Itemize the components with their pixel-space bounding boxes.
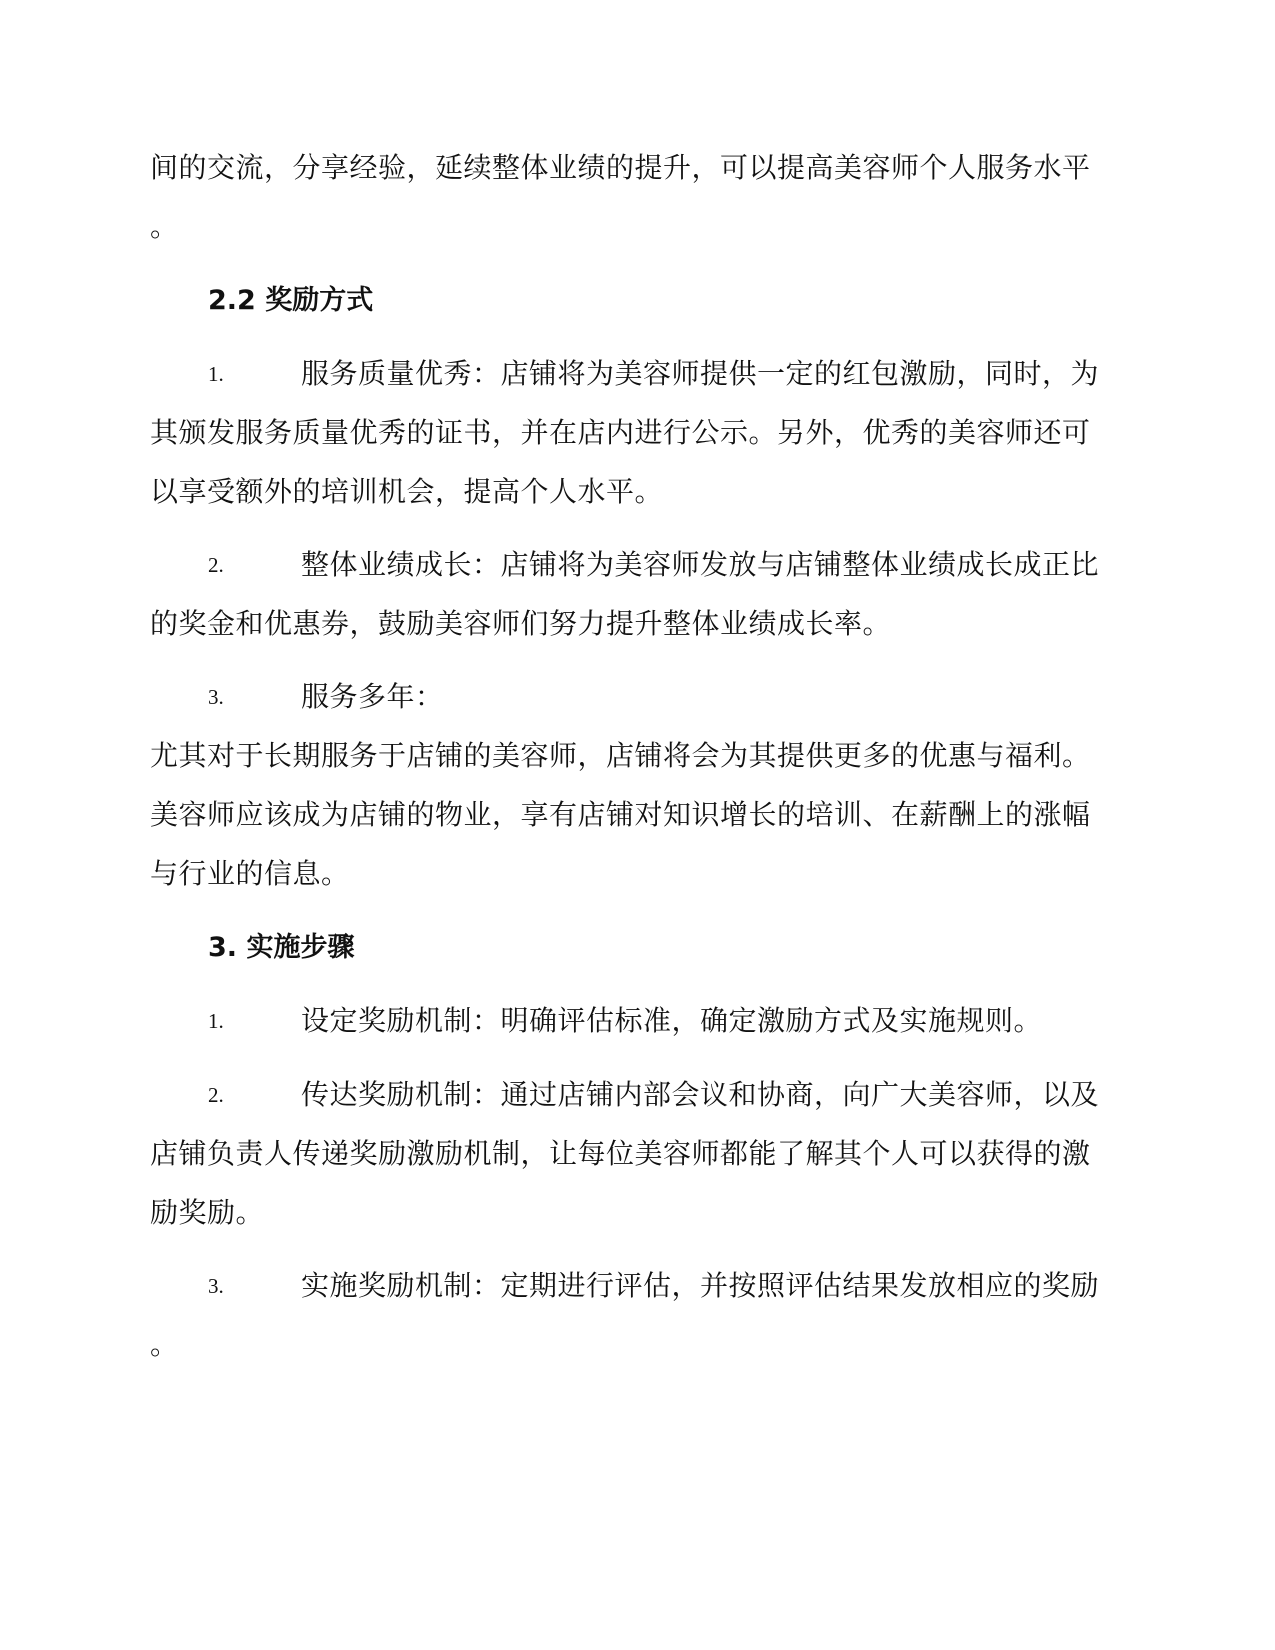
paragraph-line: 尤其对于长期服务于店铺的美容师，店铺将会为其提供更多的优惠与福利。: [150, 739, 1091, 772]
section-heading: 3. 实施步骤: [208, 932, 355, 963]
paragraph-line: 。: [150, 210, 179, 243]
list-item-number: 3.: [208, 1274, 224, 1298]
list-item-text: 设定奖励机制：明确评估标准，确定激励方式及实施规则。: [301, 1004, 1043, 1037]
list-item-text: 服务质量优秀：店铺将为美容师提供一定的红包激励，同时，为: [301, 357, 1100, 390]
list-item-text: 整体业绩成长：店铺将为美容师发放与店铺整体业绩成长成正比: [301, 548, 1100, 581]
paragraph-line: 以享受额外的培训机会，提高个人水平。: [150, 475, 664, 508]
paragraph-line: 与行业的信息。: [150, 857, 350, 890]
list-item-number: 1.: [208, 1009, 224, 1033]
list-item-text: 服务多年：: [301, 680, 444, 713]
paragraph-line: 店铺负责人传递奖励激励机制，让每位美容师都能了解其个人可以获得的激: [150, 1137, 1091, 1170]
list-item-number: 2.: [208, 553, 224, 577]
list-item-number: 2.: [208, 1083, 224, 1107]
paragraph-line: 美容师应该成为店铺的物业，享有店铺对知识增长的培训、在薪酬上的涨幅: [150, 798, 1091, 831]
paragraph-line: 的奖金和优惠券，鼓励美容师们努力提升整体业绩成长率。: [150, 607, 892, 640]
paragraph-line: 励奖励。: [150, 1196, 265, 1229]
list-item-number: 1.: [208, 362, 224, 386]
section-heading: 2.2 奖励方式: [208, 285, 374, 316]
paragraph-line: 间的交流，分享经验，延续整体业绩的提升，可以提高美容师个人服务水平: [150, 151, 1091, 184]
paragraph-line: 。: [150, 1328, 179, 1361]
list-item-text: 实施奖励机制：定期进行评估，并按照评估结果发放相应的奖励: [301, 1269, 1100, 1302]
list-item-number: 3.: [208, 685, 224, 709]
paragraph-line: 其颁发服务质量优秀的证书，并在店内进行公示。另外，优秀的美容师还可: [150, 416, 1091, 449]
list-item-text: 传达奖励机制：通过店铺内部会议和协商，向广大美容师，以及: [301, 1078, 1100, 1111]
